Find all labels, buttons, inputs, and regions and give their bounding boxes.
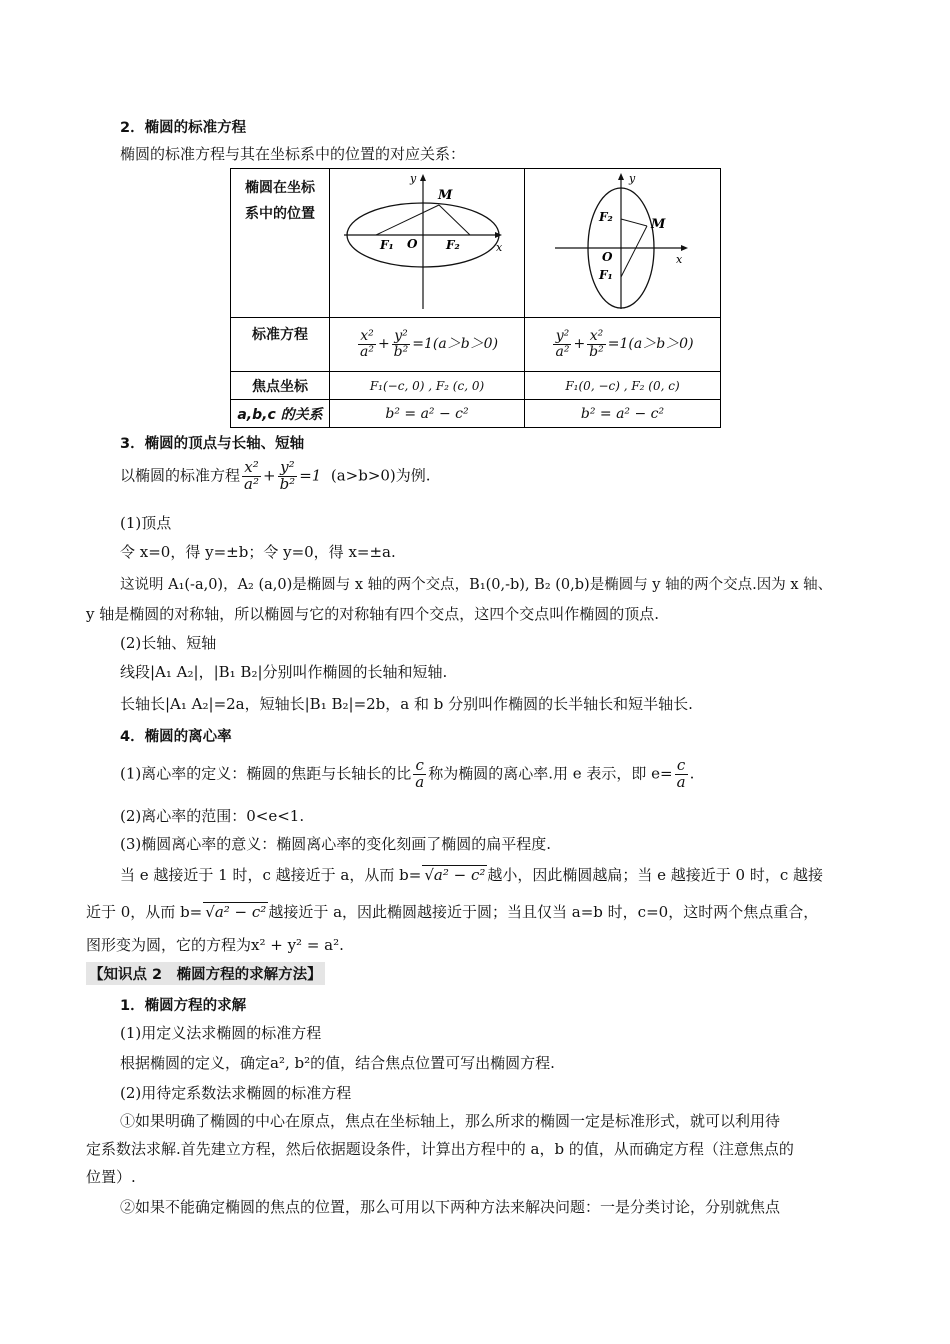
- eccentricity-explain-3: 图形变为圆，它的方程为x² + y² = a².: [86, 936, 344, 954]
- x-axis-arrow-icon: [681, 245, 688, 251]
- undetermined-coef-title: (2)用待定系数法求椭圆的标准方程: [120, 1084, 352, 1102]
- point-m-label: M: [438, 188, 453, 203]
- eccentricity-explain-1: 当 e 越接近于 1 时，c 越接近于 a，从而 b= √a² − c² 越小，因此椭圆越扁；当 e 越接近于 0 时，c 越接: [120, 866, 824, 884]
- row-equation-label: 标准方程: [252, 327, 308, 343]
- axis-subheading: (2)长轴、短轴: [120, 634, 217, 652]
- y-axis-arrow-icon: [618, 173, 624, 180]
- horizontal-ellipse-figure: [330, 169, 524, 313]
- eccentricity-definition: (1)离心率的定义：椭圆的焦距与长轴长的比 $\frac{c}{a}$ 称为椭圆的离心率.用 e 表示，即 e= $\frac{c}{a}$ .: [120, 756, 695, 791]
- knowledge-point-2-banner: 【知识点 2 椭圆方程的求解方法】: [86, 962, 325, 985]
- y-axis-label: y: [629, 172, 636, 185]
- row-relation-label: a,b,c 的关系: [237, 406, 323, 423]
- focus-horizontal: F₁(−c, 0) , F₂ (c, 0): [330, 372, 525, 400]
- figure-horizontal-cell: [330, 169, 525, 318]
- undetermined-coef-text-2: 定系数法求解.首先建立方程，然后依据题设条件，计算出方程中的 a，b 的值，从而确定方程（注意焦点的: [86, 1140, 794, 1158]
- row-position-label: 椭圆在坐标 系中的位置: [245, 180, 315, 222]
- axis-text-2: 长轴长|A₁ A₂|=2a，短轴长|B₁ B₂|=2b，a 和 b 分别叫作椭圆的长半轴长和短半轴长.: [120, 695, 693, 713]
- undetermined-coef-text-4: ②如果不能确定椭圆的焦点的位置，那么可用以下两种方法来解决问题：一是分类讨论，分别就焦点: [120, 1198, 781, 1216]
- focus-f2-label: F₂: [446, 238, 460, 252]
- focus-vertical: F₁(0, −c) , F₂ (0, c): [525, 372, 721, 400]
- section-3-heading: 3．椭圆的顶点与长轴、短轴: [120, 436, 305, 452]
- relation-vertical: b² = a² − c²: [525, 400, 721, 428]
- undetermined-coef-text-1: ①如果明确了椭圆的中心在原点，焦点在坐标轴上，那么所求的椭圆一定是标准形式，就可以利用待: [120, 1112, 781, 1130]
- section-2-intro: 椭圆的标准方程与其在坐标系中的位置的对应关系：: [120, 145, 466, 163]
- vertex-subheading: (1)顶点: [120, 514, 172, 532]
- x-axis-label: x: [496, 241, 503, 254]
- equation-condition: =1(a＞b＞0): [412, 336, 499, 353]
- equation-horizontal: $\frac{\text{x²}}{\text{a²}}$ + $\frac{\text{y²}}{\text{b²}}$ =1(a＞b＞0): [330, 318, 525, 372]
- vertex-text-1: 令 x=0，得 y=±b；令 y=0，得 x=±a.: [120, 543, 396, 561]
- definition-method-text: 根据椭圆的定义，确定a², b²的值，结合焦点位置可写出椭圆方程.: [120, 1054, 555, 1072]
- eccentricity-explain-2: 近于 0，从而 b= √a² − c² 越接近于 a，因此椭圆越接近于圆；当且仅当 a=b 时，c=0，这时两个焦点重合，: [86, 903, 819, 921]
- undetermined-coef-text-3: 位置）.: [86, 1168, 136, 1186]
- row-focus-label: 焦点坐标: [252, 378, 308, 395]
- y-axis-label: y: [410, 172, 417, 185]
- origin-label: O: [407, 237, 418, 251]
- eccentricity-range: (2)离心率的范围：0<e<1.: [120, 807, 305, 825]
- definition-method-title: (1)用定义法求椭圆的标准方程: [120, 1024, 322, 1042]
- segment-f1-m: [376, 205, 439, 235]
- axis-text-1: 线段|A₁ A₂|，|B₁ B₂|分别叫作椭圆的长轴和短轴.: [120, 663, 448, 681]
- focus-f1-label: F₁: [380, 238, 394, 252]
- focus-f2-label: F₂: [599, 210, 613, 224]
- segment-f2-m: [621, 219, 647, 226]
- origin-label: O: [602, 250, 613, 264]
- ellipse-standard-equation-table: [230, 168, 721, 428]
- segment-f1-m: [621, 226, 647, 277]
- focus-f1-label: F₁: [599, 268, 613, 282]
- point-m-label: M: [651, 217, 666, 232]
- x-axis-label: x: [676, 253, 683, 266]
- vertex-text-3: y 轴是椭圆的对称轴，所以椭圆与它的对称轴有四个交点，这四个交点叫作椭圆的顶点.: [86, 605, 660, 623]
- segment-f2-m: [439, 205, 470, 235]
- vertical-ellipse-figure: [525, 169, 720, 313]
- relation-horizontal: b² = a² − c²: [330, 400, 525, 428]
- section-3-intro: 以椭圆的标准方程 $\frac{\text{x²}}{\text{a²}}$ + $\frac{\text{y²}}{\text{b²}}$ =1 (a>b>0)为例.: [120, 458, 431, 493]
- eccentricity-meaning: (3)椭圆离心率的意义：椭圆离心率的变化刻画了椭圆的扁平程度.: [120, 835, 552, 853]
- equation-vertical: $\frac{\text{y²}}{\text{a²}}$ + $\frac{\text{x²}}{\text{b²}}$ =1(a＞b＞0): [525, 318, 721, 372]
- vertex-text-2: 这说明 A₁(-a,0)，A₂ (a,0)是椭圆与 x 轴的两个交点，B₁(0,-b), B₂ (0,b)是椭圆与 y 轴的两个交点.因为 x 轴、: [120, 577, 833, 593]
- section-4-heading: 4．椭圆的离心率: [120, 729, 232, 745]
- y-axis-arrow-icon: [420, 174, 426, 181]
- equation-condition: =1(a＞b＞0): [607, 336, 694, 353]
- figure-vertical-cell: [525, 169, 721, 318]
- section-2-heading: 2．椭圆的标准方程: [120, 120, 247, 136]
- method-heading: 1．椭圆方程的求解: [120, 998, 247, 1014]
